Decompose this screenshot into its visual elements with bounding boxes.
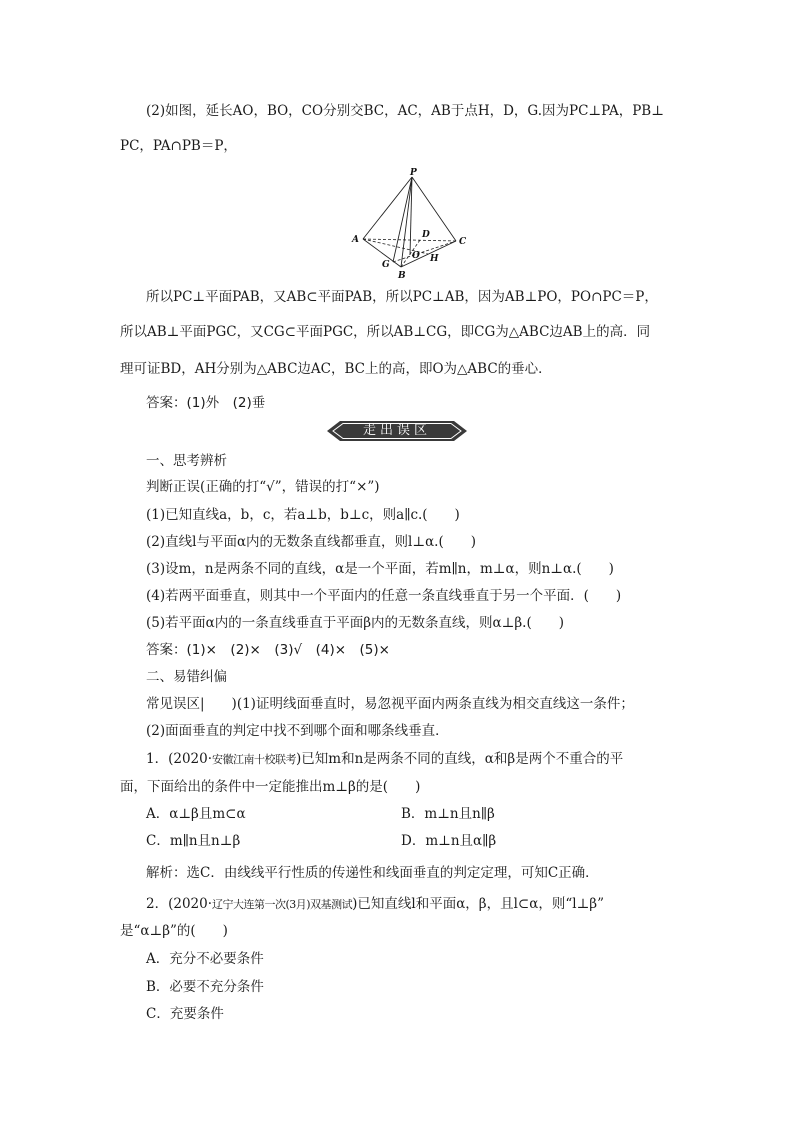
label-P: P (410, 168, 417, 178)
problem-2-stem: )已知直线l和平面α，β，且l⊂α，则“l⊥β” (352, 896, 604, 912)
answer-line-1: 答案：(1)外 (2)垂 (146, 395, 266, 411)
proof-line-1: (2)如图，延长AO，BO，CO分别交BC，AC，AB于点H，D，G.因为PC⊥PA，PB⊥ (146, 103, 664, 119)
edge-AC (363, 239, 456, 241)
proof-line-5: 理可证BD，AH分别为△ABC边AC，BC上的高，即O为△ABC的垂心． (120, 361, 552, 377)
judge-intro: 判断正误(正确的打“√”，错误的打“×”) (146, 479, 380, 495)
problem-1-stem: )已知m和n是两条不同的直线，α和β是两个不重合的平 (296, 751, 624, 767)
problem-1-solution: 解析：选C．由线线平行性质的传递性和线面垂直的判定定理，可知C正确． (146, 865, 599, 881)
label-B: B (398, 271, 406, 280)
label-G: G (382, 260, 390, 270)
answer-line-2: 答案：(1)× (2)× (3)√ (4)× (5)× (146, 642, 390, 658)
pyramid-figure (346, 168, 476, 280)
problem-1-source: 安徽江南十校联考 (212, 753, 297, 766)
problem-1-option-a: A．α⊥β且m⊂α (146, 806, 246, 822)
problem-1-option-d: D．m⊥n且α∥β (401, 833, 497, 849)
problem-2-option-b: B．必要不充分条件 (146, 979, 264, 995)
label-H: H (430, 254, 439, 264)
judge-item-3: (3)设m，n是两条不同的直线，α是一个平面，若m∥n，m⊥α，则n⊥α.( ) (146, 561, 614, 577)
edge-BC (401, 241, 456, 267)
problem-2-line-1 (146, 895, 604, 914)
common-error-1: 常见误区| )(1)证明线面垂直时，易忽视平面内两条直线为相交直线这一条件； (146, 696, 634, 712)
judge-item-5: (5)若平面α内的一条直线垂直于平面β内的无数条直线，则α⊥β.( ) (146, 615, 564, 631)
problem-2-option-a: A．充分不必要条件 (146, 951, 264, 967)
problem-1-line-2: 面，下面给出的条件中一定能推出m⊥β的是( ) (120, 779, 421, 795)
problem-2-option-c: C．充要条件 (146, 1006, 224, 1022)
common-error-2: (2)面面垂直的判定中找不到哪个面和哪条线垂直． (146, 723, 449, 739)
label-C: C (459, 237, 467, 247)
proof-line-2: PC，PA∩PB＝P， (120, 138, 237, 154)
edge-PC (412, 177, 456, 241)
problem-2-line-2: 是“α⊥β”的( ) (120, 923, 228, 939)
problem-1-line-1 (146, 750, 623, 769)
label-A: A (352, 235, 359, 245)
section-title-1: 一、思考辨析 (146, 453, 227, 469)
section-title-2: 二、易错纠偏 (146, 669, 227, 685)
proof-line-3: 所以PC⊥平面PAB，又AB⊂平面PAB，所以PC⊥AB，因为AB⊥PO，PO∩PC＝P， (146, 289, 658, 305)
label-O: O (412, 251, 420, 261)
problem-2-number: 2．(2020· (146, 896, 213, 912)
banner-title: 走出误区 (362, 423, 431, 438)
section-banner (326, 420, 468, 442)
judge-item-1: (1)已知直线a，b，c，若a⊥b，b⊥c，则a∥c.( ) (146, 507, 460, 523)
problem-1-option-c: C．m∥n且n⊥β (146, 833, 241, 849)
proof-line-4: 所以AB⊥平面PGC，又CG⊂平面PGC，所以AB⊥CG，即CG为△ABC边AB上的高．同 (120, 324, 651, 340)
problem-2-source: 辽宁大连第一次(3月)双基测试 (212, 898, 353, 911)
label-D: D (422, 230, 430, 240)
problem-1-option-b: B．m⊥n且n∥β (401, 806, 495, 822)
problem-1-number: 1．(2020· (146, 751, 213, 767)
judge-item-4: (4)若两平面垂直，则其中一个平面内的任意一条直线垂直于另一个平面．( ) (146, 588, 622, 604)
judge-item-2: (2)直线l与平面α内的无数条直线都垂直，则l⊥α.( ) (146, 534, 477, 550)
